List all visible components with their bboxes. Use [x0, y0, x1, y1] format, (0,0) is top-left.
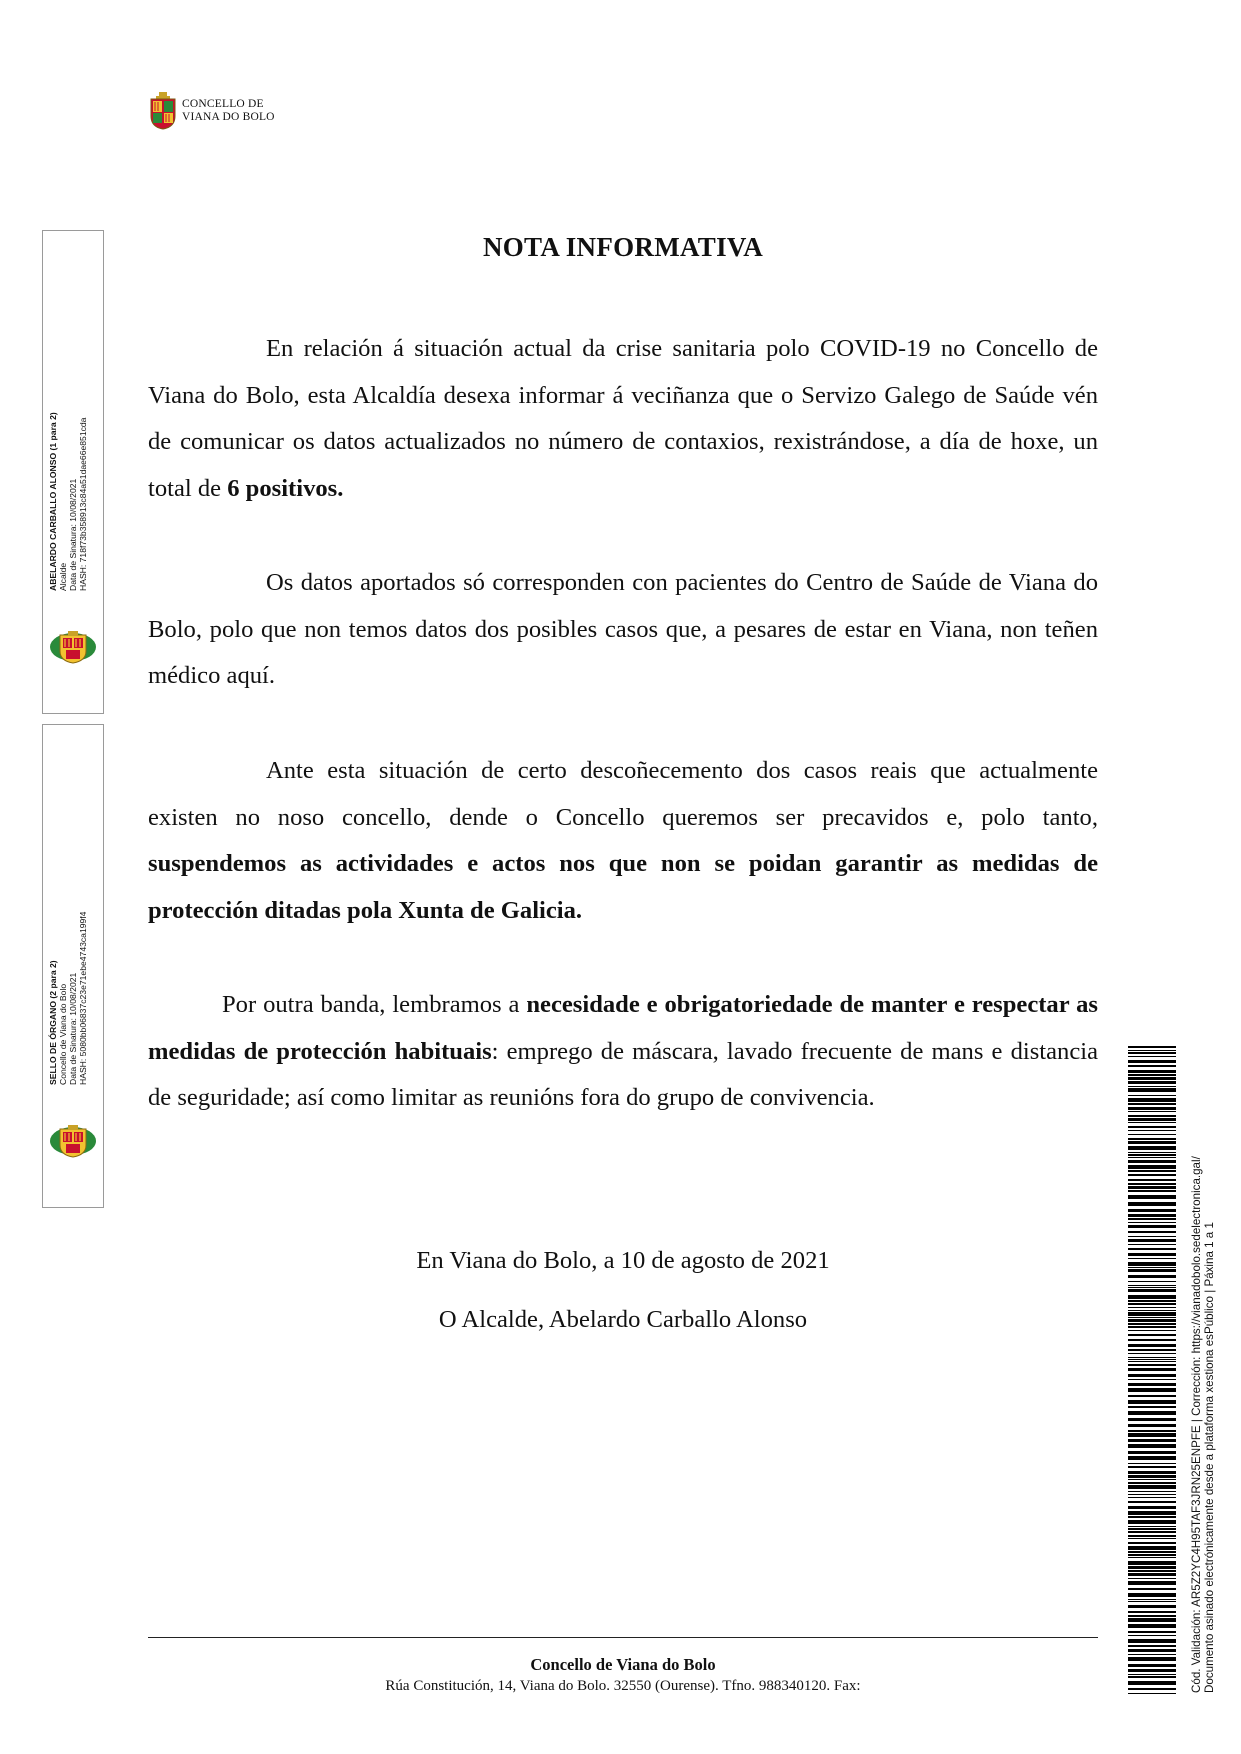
seal-icon — [48, 629, 98, 665]
validation-text — [1190, 1043, 1216, 1693]
paragraph-3 — [148, 748, 1098, 934]
paragraph-bold: 6 positivos. — [227, 474, 344, 502]
document-title: NOTA INFORMATIVA — [482, 232, 764, 262]
paragraph-text: Por outra banda, lembramos a — [222, 991, 527, 1018]
signature-role: Alcalde — [58, 562, 68, 591]
seal-icon — [48, 1123, 98, 1159]
paragraph-4 — [148, 982, 1098, 1122]
place-date: En Viana do Bolo, a 10 de agosto de 2021 — [416, 1247, 830, 1274]
signature-text — [48, 251, 88, 591]
logo-line1: CONCELLO DE — [182, 98, 264, 110]
signature-signer: SELLO DE ÓRGANO (2 para 2) — [48, 960, 58, 1085]
footer-divider — [148, 1637, 1098, 1638]
signature-hash: HASH: 5080bb06837c23e71ebe4743ca199f4 — [78, 911, 88, 1085]
coat-of-arms-icon — [150, 92, 176, 130]
paragraph-bold: suspendemos as actividades e actos nos que non se poidan garantir as medidas de protección ditadas pola Xunta de Galicia. — [148, 850, 1098, 924]
signature-date: Data de Sinatura: 10/08/2021 — [68, 478, 78, 591]
footer-address: Rúa Constitución, 14, Viana do Bolo. 32550 (Ourense). Tfno. 988340120. Fax: — [385, 1678, 861, 1694]
signature-text — [48, 745, 88, 1085]
signature-date: Data de Sinatura: 10/08/2021 — [68, 972, 78, 1085]
paragraph-text: Ante esta situación de certo descoñecemento dos casos reais que actualmente existen no noso concello, dende o Concello queremos ser precavidos e, polo tanto, — [148, 757, 1098, 831]
signer-line: O Alcalde, Abelardo Carballo Alonso — [438, 1306, 808, 1333]
paragraph-bold: necesidade e obrigatoriedade de manter e respectar as medidas de protección habituais — [148, 991, 1098, 1065]
footer-name: Concello de Viana do Bolo — [530, 1655, 716, 1674]
validation-line2: Documento asinado electrónicamente desde a plataforma xestiona esPúblico | Páxina 1 a 1 — [1203, 1222, 1216, 1693]
paragraph-text: Os datos aportados só corresponden con pacientes do Centro de Saúde de Viana do Bolo, polo que non temos datos dos posibles casos que, a pesares de estar en Viana, non teñen médico aquí. — [148, 569, 1098, 689]
paragraph-text-end: : emprego de máscara, lavado frecuente de mans e distancia de seguridade; así como limitar as reunións fora do grupo de convivencia. — [148, 1037, 1098, 1111]
municipality-logo — [150, 92, 275, 130]
signature-role: Concello de Viana do Bolo — [58, 983, 68, 1085]
signature-hash: HASH: 718f73b358913c84a51dae66e851cda — [78, 417, 88, 591]
barcode-icon — [1128, 1046, 1176, 1694]
paragraph-1 — [148, 326, 1098, 512]
signature-box-seal — [42, 724, 104, 1208]
logo-text — [182, 98, 275, 124]
signature-box-mayor — [42, 230, 104, 714]
logo-line2: VIANA DO BOLO — [182, 111, 275, 123]
validation-line1: Cód. Validación: AR5Z2YC4H95TAF3JRN25ENPFE | Corrección: https://vianadobolo.sedelectronica.gal/ — [1190, 1156, 1203, 1693]
signature-signer: ABELARDO CARBALLO ALONSO (1 para 2) — [48, 412, 58, 591]
paragraph-text: En relación á situación actual da crise sanitaria polo COVID-19 no Concello de Viana do Bolo, esta Alcaldía desexa informar á veciñanza que o Servizo Galego de Saúde vén de comunicar os datos actualizados no número de contaxios, rexistrándose, a día de hoxe, un total de — [148, 335, 1098, 502]
paragraph-2 — [148, 560, 1098, 700]
